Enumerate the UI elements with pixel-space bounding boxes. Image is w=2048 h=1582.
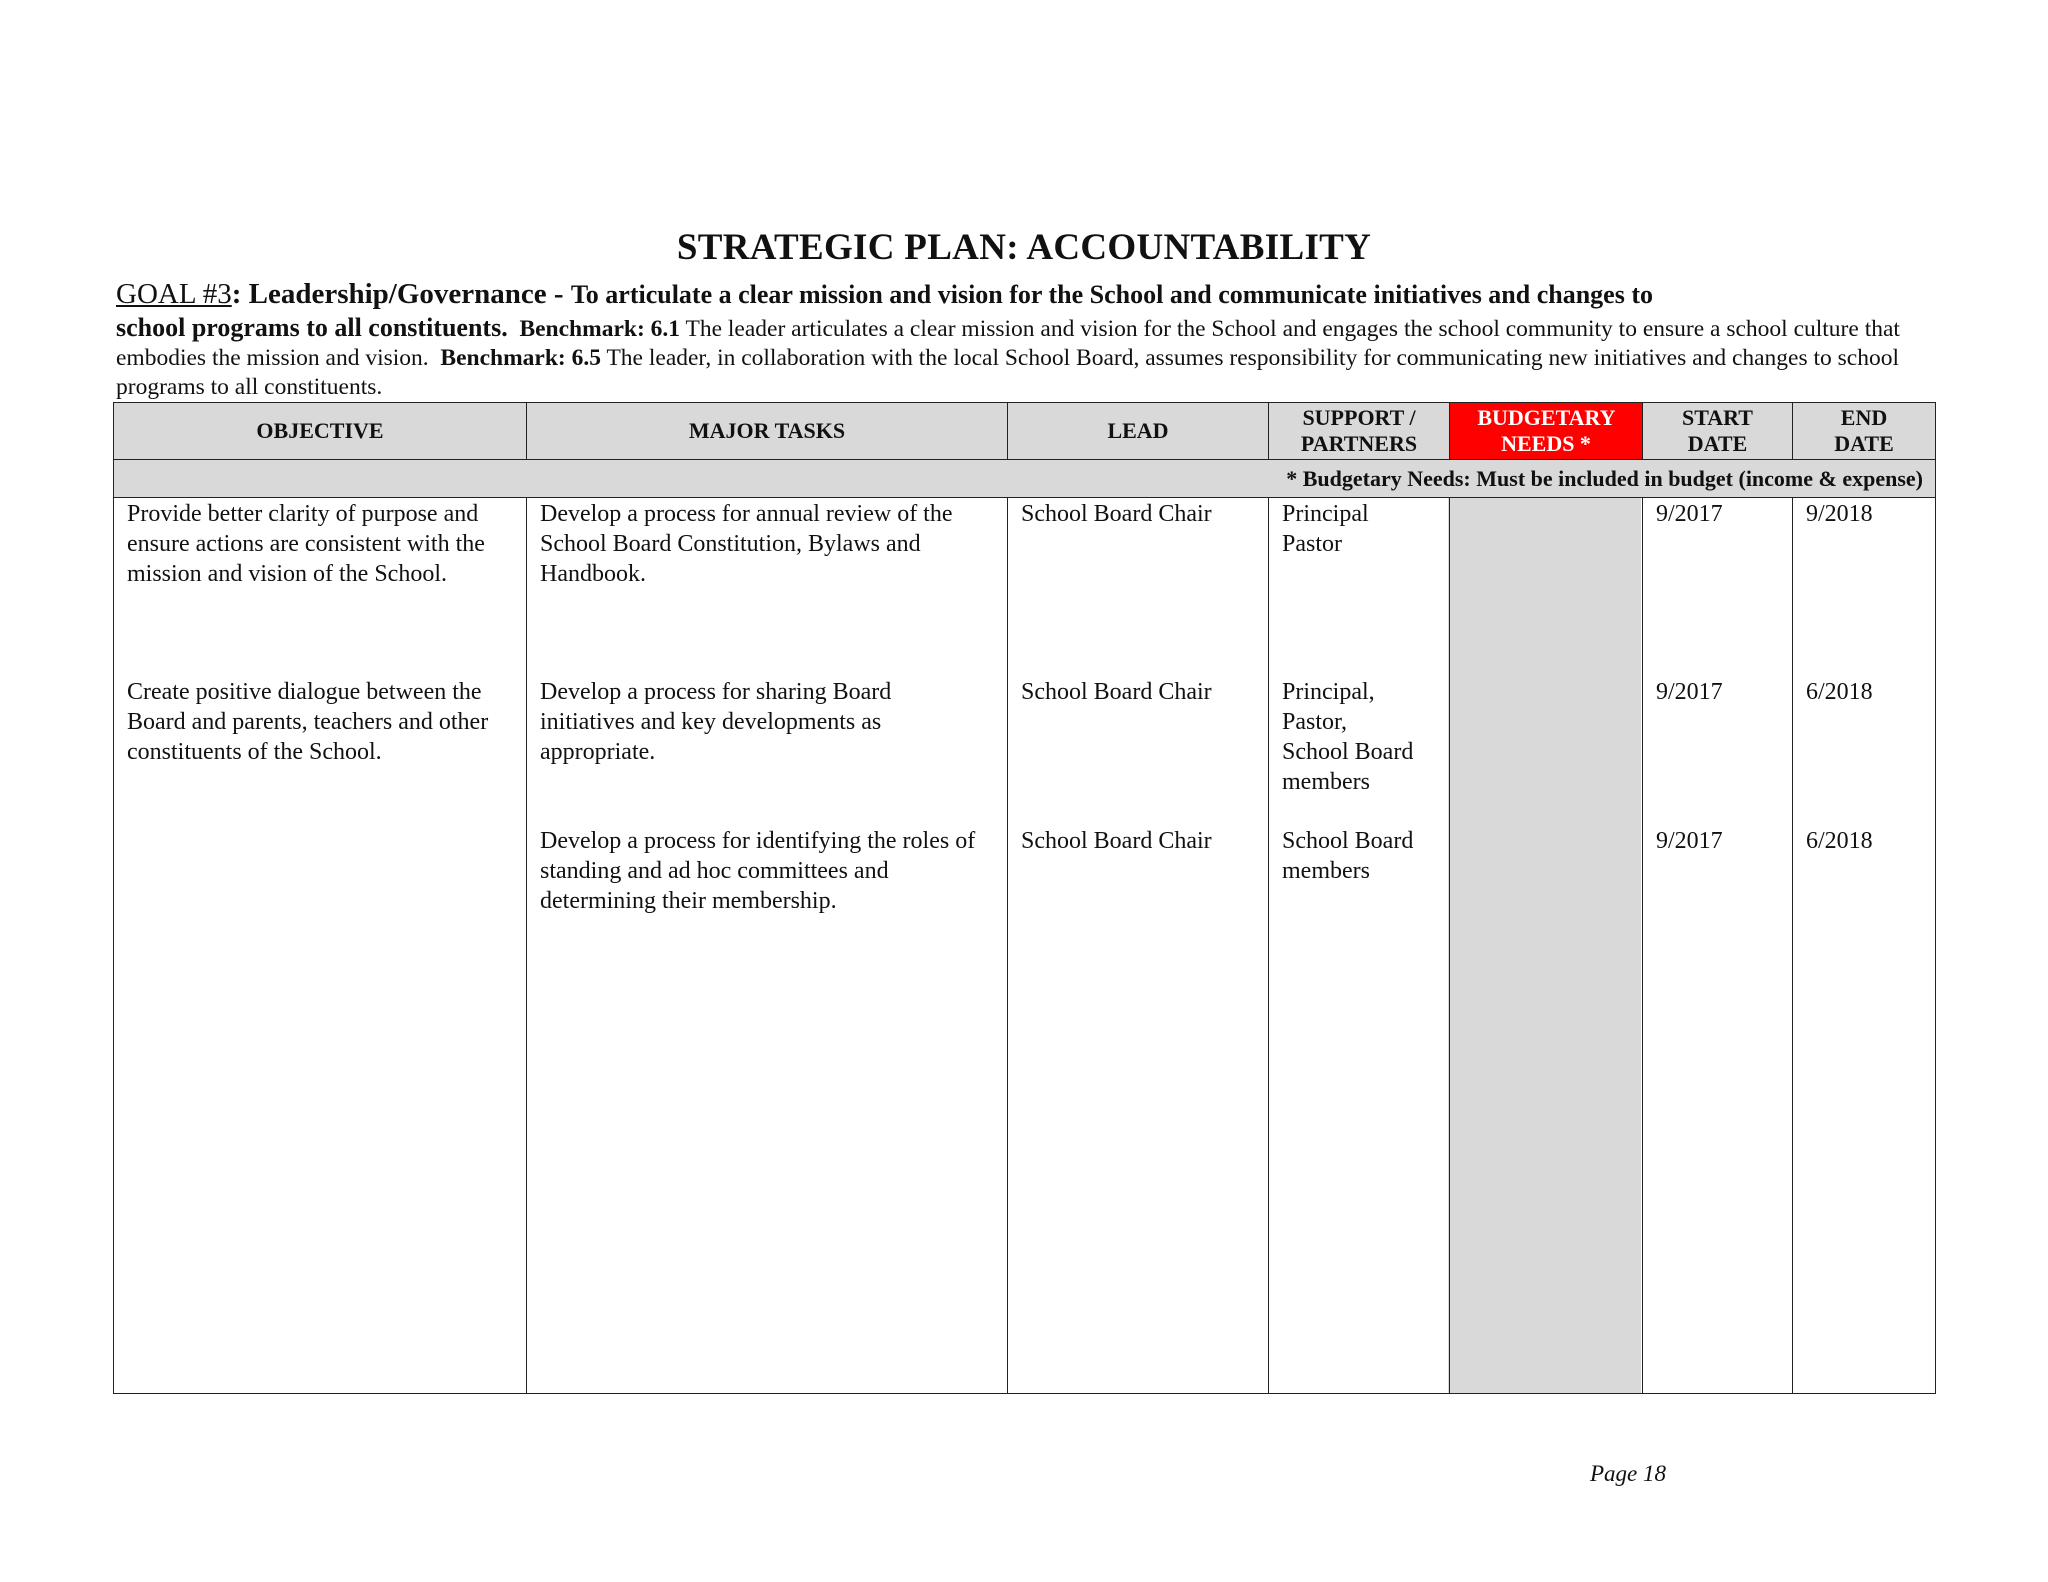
goal-description [116,276,1936,402]
header-end-date: END DATE [1793,403,1935,460]
row1-end-date: 9/2018 [1806,501,1873,527]
row1-task: Develop a process for annual review of the School Board Constitution, Bylaws and Handbook. [540,501,953,587]
row1-support: Principal Pastor [1282,501,1369,557]
start-date-column [1643,403,1793,1393]
page-title: STRATEGIC PLAN: ACCOUNTABILITY [676,227,1372,268]
benchmark-2-text: The leader, in collaboration with the local School Board, assumes responsibility for communicating new initiatives and changes to school programs to all constituents. [116,345,1900,400]
goal-line [116,276,1936,313]
budget-column [1450,403,1643,1393]
strategic-plan-table [113,402,1936,1394]
row3-support: School Board members [1282,828,1414,884]
goal-statement-part2: school programs to all constituents. [116,313,508,342]
row2-task: Develop a process for sharing Board initiatives and key developments as appropriate. [540,679,892,765]
header-major-tasks: MAJOR TASKS [527,403,1008,460]
header-lead: LEAD [1008,403,1269,460]
row2-objective: Create positive dialogue between the Board and parents, teachers and other constituents of the School. [127,679,489,765]
page-number: Page 18 [1590,1461,1667,1486]
row3-lead: School Board Chair [1021,828,1212,854]
budget-note: * Budgetary Needs: Must be included in budget (income & expense) [114,460,1935,498]
row3-end-date: 6/2018 [1806,828,1873,854]
benchmark-1-text: The leader articulates a clear mission and vision for the School and engages the school community to ensure a school culture that embodies the mission and vision. [116,316,1900,371]
row1-objective: Provide better clarity of purpose and ensure actions are consistent with the mission and vision of the School. [127,501,485,587]
row3-task: Develop a process for identifying the roles of standing and ad hoc committees and determining their membership. [540,828,976,914]
row1-start-date: 9/2017 [1656,501,1723,527]
row2-support: Principal, Pastor, School Board members [1282,679,1414,795]
row2-start-date: 9/2017 [1656,679,1723,705]
header-start-date: START DATE [1643,403,1793,460]
header-budgetary-needs: BUDGETARY NEEDS * [1450,403,1643,460]
row2-lead: School Board Chair [1021,679,1212,705]
goal-heading: : Leadership/Governance - [231,278,571,310]
lead-column [1008,403,1269,1393]
goal-number: GOAL #3 [116,278,232,310]
goal-benchmarks [116,313,1936,402]
row2-end-date: 6/2018 [1806,679,1873,705]
benchmark-2-label: Benchmark: 6.5 [440,345,601,371]
benchmark-1-label: Benchmark: 6.1 [519,316,681,342]
row1-lead: School Board Chair [1021,501,1212,527]
header-objective: OBJECTIVE [114,403,527,460]
goal-statement-part1: To articulate a clear mission and vision for the School and communicate initiatives and changes to [570,280,1654,309]
row3-start-date: 9/2017 [1656,828,1723,854]
header-support-partners: SUPPORT / PARTNERS [1269,403,1450,460]
